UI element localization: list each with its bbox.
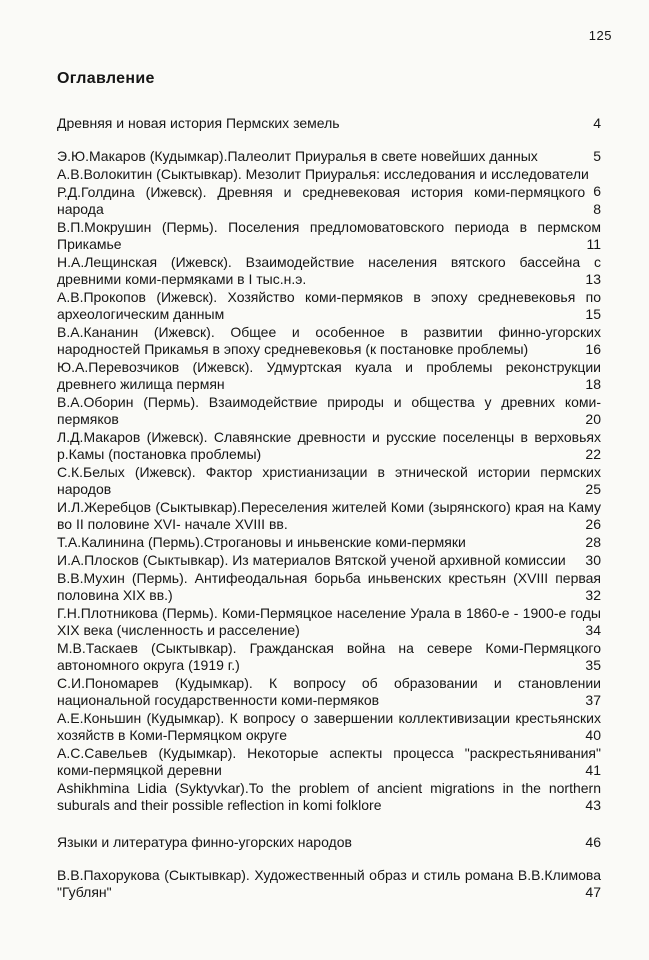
toc-page-ref: 18: [585, 376, 601, 392]
toc-entry-text: А.С.Савельев (Кудымкар). Некоторые аспекты процесса "раскрестьянивания" коми-пермяцкой деревни: [57, 745, 601, 778]
toc-page-ref: 26: [585, 516, 601, 532]
toc-page-ref: 46: [585, 834, 601, 850]
toc-entry-text: В.А.Кананин (Ижевск). Общее и особенное в развитии финно-угорских народностей Прикамья в эпоху средневековья (к постановке проблемы): [57, 324, 601, 357]
toc-entry: [57, 745, 601, 779]
toc-entry: [57, 254, 601, 288]
toc-section-header: [57, 834, 601, 851]
toc-entry-text: Л.Д.Макаров (Ижевск). Славянские древности и русские поселенцы в верховьях р.Камы (постановка проблемы): [57, 429, 601, 462]
toc-page-ref: 13: [585, 271, 601, 287]
toc-page-ref: 20: [585, 411, 601, 427]
toc-page-ref: 28: [585, 534, 601, 550]
toc-entry-text: Н.А.Лещинская (Ижевск). Взаимодействие населения вятского бассейна с древними коми-пермяками в I тыс.н.э.: [57, 254, 601, 287]
toc-page-ref: 37: [585, 692, 601, 708]
toc-entry-text: Ю.А.Перевозчиков (Ижевск). Удмуртская куала и проблемы реконструкции древнего жилища пермян: [57, 359, 601, 392]
toc-entry-text: Г.Н.Плотникова (Пермь). Коми-Пермяцкое население Урала в 1860-е - 1900-е годы XIX века (численность и расселение): [57, 605, 601, 638]
toc-page-ref: 6: [593, 183, 601, 199]
toc-page-ref: 30: [585, 552, 601, 568]
toc-entry-text: Р.Д.Голдина (Ижевск). Древняя и средневековая история коми-пермяцкого народа: [57, 184, 586, 217]
toc-entry: [57, 324, 601, 358]
toc-entry: [57, 429, 601, 463]
toc-entry-text: А.В.Прокопов (Ижевск). Хозяйство коми-пермяков в эпоху средневековья по археологическим данным: [57, 289, 601, 322]
toc-entry: [57, 867, 601, 901]
toc-entry: [57, 675, 601, 709]
toc-page-ref: 4: [593, 115, 601, 131]
toc-entry: [57, 289, 601, 323]
toc-entry: [57, 534, 601, 551]
toc-entry-text: В.В.Мухин (Пермь). Антифеодальная борьба иньвенских крестьян (XVIII первая половина XIX вв.): [57, 570, 601, 603]
toc-page-ref: 43: [585, 797, 601, 813]
toc-entry: [57, 166, 601, 199]
toc-page-ref: 34: [585, 622, 601, 638]
toc-entry: [57, 499, 601, 533]
toc-page-ref: 25: [585, 481, 601, 497]
toc-entry-text: С.К.Белых (Ижевск). Фактор христианизации в этнической истории пермских народов: [57, 464, 601, 497]
toc-page-ref: 22: [585, 446, 601, 462]
toc-entry-text: Языки и литература финно-угорских народов: [57, 834, 352, 850]
toc-entry: [57, 359, 601, 393]
toc-section-header: [57, 115, 601, 132]
toc-page-ref: 11: [586, 236, 601, 252]
toc-entry: [57, 570, 601, 604]
toc-page-ref: 32: [585, 587, 601, 603]
toc-entry-text: В.А.Оборин (Пермь). Взаимодействие природы и общества у древних коми-пермяков: [57, 394, 601, 427]
toc-entry: [57, 148, 601, 165]
toc-page-ref: 16: [585, 341, 601, 357]
toc-entry-text: С.И.Пономарев (Кудымкар). К вопросу об образовании и становлении национальной государственности коми-пермяков: [57, 675, 601, 708]
toc-entry: [57, 394, 601, 428]
toc-entry: [57, 464, 601, 498]
toc-entry: [57, 219, 601, 253]
toc-page-ref: 40: [585, 727, 601, 743]
toc-entry-text: И.А.Плосков (Сыктывкар). Из материалов Вятской ученой архивной комиссии: [57, 552, 566, 568]
toc-entry-text: Древняя и новая история Пермских земель: [57, 115, 340, 131]
toc-entry-text: М.В.Таскаев (Сыктывкар). Гражданская война на севере Коми-Пермяцкого автономного округа (1919 г.): [57, 640, 601, 673]
toc-page-ref: 47: [585, 884, 601, 900]
toc-entry-text: Ashikhmina Lidia (Syktyvkar).To the problem of ancient migrations in the northern suburals and their possible reflection in komi folklore: [57, 780, 601, 813]
toc-entry-text: Т.А.Калинина (Пермь).Строгановы и иньвенские коми-пермяки: [57, 534, 466, 550]
toc-entry: [57, 780, 601, 814]
toc-entry-text: Э.Ю.Макаров (Кудымкар).Палеолит Приуралья в свете новейших данных: [57, 148, 538, 164]
toc-entry-text: В.П.Мокрушин (Пермь). Поселения предломоватовского периода в пермском Прикамье: [57, 219, 601, 252]
toc-list: [57, 115, 601, 901]
toc-entry-text: А.Е.Коньшин (Кудымкар). К вопросу о завершении коллективизации крестьянских хозяйств в Коми-Пермяцком округе: [57, 710, 601, 743]
page-number: 125: [588, 28, 612, 43]
toc-page-ref: 15: [585, 306, 601, 322]
page-title: Оглавление: [57, 70, 155, 87]
toc-entry: [57, 552, 601, 569]
toc-page-ref: 8: [593, 201, 601, 217]
toc-page-ref: 35: [585, 657, 601, 673]
toc-page-ref: 41: [585, 762, 601, 778]
toc-entry: [57, 184, 601, 218]
toc-entry-text: В.В.Пахорукова (Сыктывкар). Художественный образ и стиль романа В.В.Климова "Гублян": [57, 867, 601, 900]
toc-entry: [57, 640, 601, 674]
toc-entry: [57, 605, 601, 639]
toc-entry-text: И.Л.Жеребцов (Сыктывкар).Переселения жителей Коми (зырянского) края на Каму во II половине XVI- начале XVIII вв.: [57, 499, 601, 532]
toc-entry-text: А.В.Волокитин (Сыктывкар). Мезолит Приуралья: исследования и исследователи: [57, 166, 589, 182]
toc-page-ref: 5: [593, 148, 601, 164]
toc-entry: [57, 710, 601, 744]
